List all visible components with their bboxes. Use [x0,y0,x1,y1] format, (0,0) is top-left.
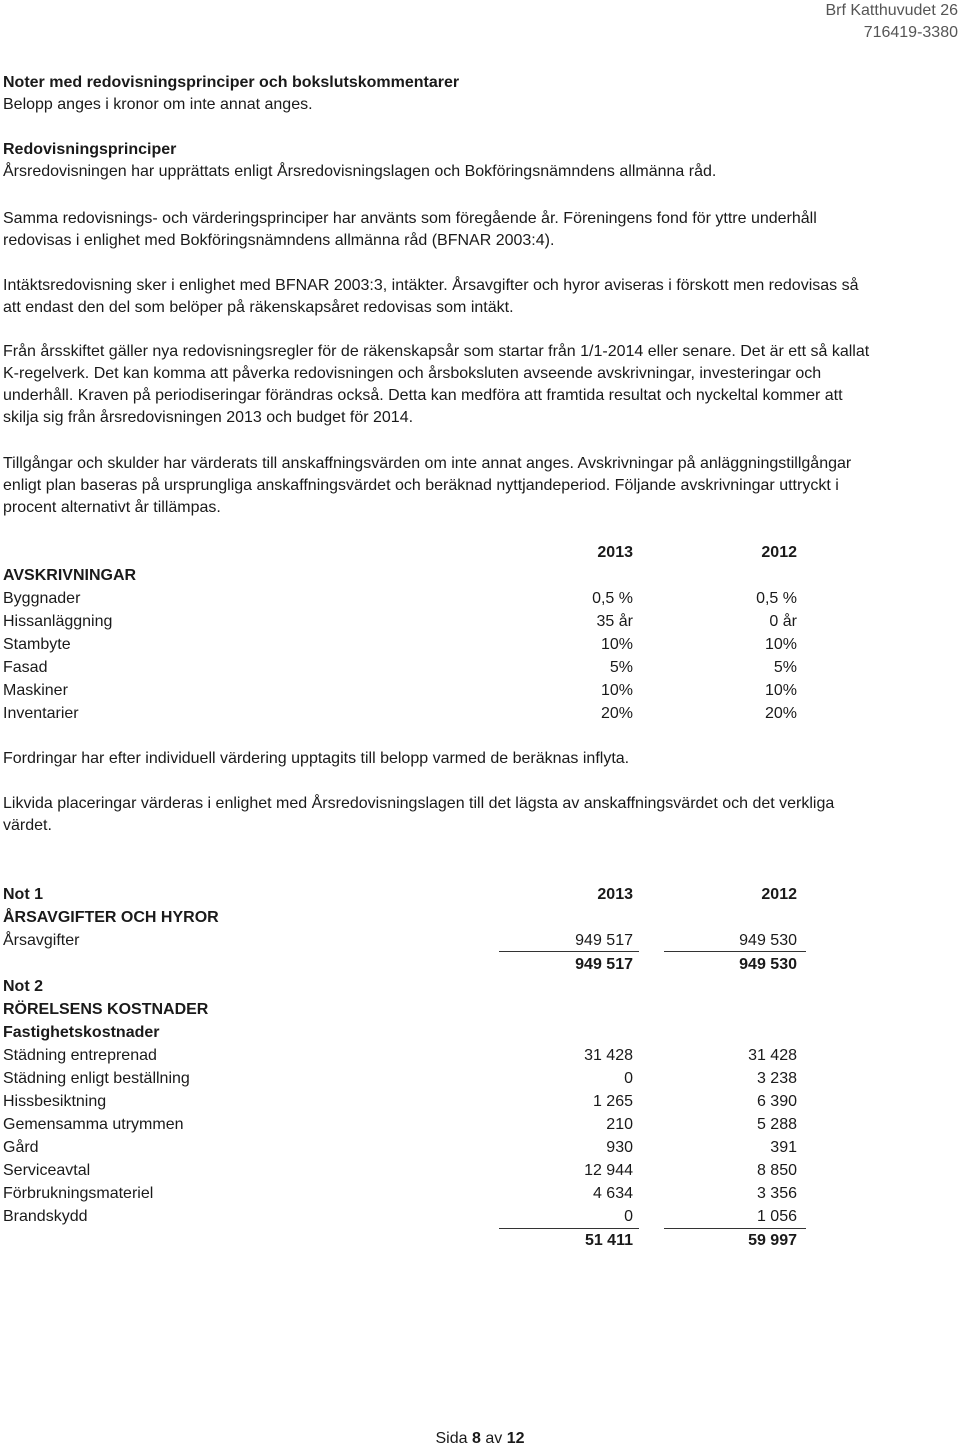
current-page-number: 8 [471,1430,481,1447]
note-1-heading [3,906,803,929]
table-row [3,1182,803,1205]
section-heading: AVSKRIVNINGAR [3,567,137,584]
row-value-2012: 5 288 [756,1116,797,1133]
row-label: Städning enligt beställning [3,1070,190,1087]
row-value-2013: 35 år [596,613,633,630]
table-total-row [3,953,803,976]
row-label: Förbrukningsmateriel [3,1185,154,1202]
year-col-1: 2013 [597,544,633,561]
text-line: K-regelverk. Det kan komma att påverka redovisningen och årsboksluten avseende avskrivningar, investeringar och [3,365,822,382]
row-label: Stambyte [3,636,71,653]
text-line: Fordringar har efter individuell värdering upptagits till belopp varmed de beräknas inflyta. [3,750,630,767]
principles-paragraph-4 [3,341,869,429]
text-line: Samma redovisnings- och värderingsprinciper har använts som föregående år. Föreningens fond för yttre underhåll [3,210,817,227]
table-row [3,1090,803,1113]
note-title: Not 2 [3,978,43,995]
row-value-2012: 3 238 [756,1070,797,1087]
text-line: värdet. [3,817,52,834]
table-row [3,1205,803,1228]
row-value-2013: 0 [624,1070,633,1087]
total-value-2012: 59 997 [748,1232,797,1249]
org-number: 716419-3380 [863,24,958,41]
total-value-2013: 51 411 [584,1232,633,1249]
table-total-row [3,1229,803,1252]
row-value-2013: 0 [624,1208,633,1225]
row-value-2013: 1 265 [592,1093,633,1110]
table-row [3,633,803,656]
page-separator: av [485,1430,503,1447]
row-value-2012: 20% [764,705,797,722]
row-label: Inventarier [3,705,79,722]
total-value-2012: 949 530 [739,956,797,973]
row-value-2012: 0,5 % [756,590,797,607]
table-row [3,610,803,633]
page-label: Sida [435,1430,468,1447]
text-line: Intäktsredovisning sker i enlighet med BFNAR 2003:3, intäkter. Årsavgifter och hyror aviseras i förskott men redovisas så [3,277,859,294]
text-line: Från årsskiftet gäller nya redovisningsregler för de räkenskapsår som startar från 1/1-2014 eller senare. Det är ett så kallat [3,343,870,360]
row-label: Gård [3,1139,39,1156]
table-row [3,1067,803,1090]
table-row [3,1159,803,1182]
liquid-investments-paragraph [3,793,834,837]
note-2-subheading [3,1021,803,1044]
row-value-2012: 949 530 [739,932,797,949]
principles-paragraph-5 [3,453,851,519]
row-value-2013: 31 428 [584,1047,633,1064]
text-line: underhåll. Kraven på periodiseringar förändras också. Detta kan medföra att framtida resultat och nyckeltal kommer att [3,387,843,404]
page-subtitle: Belopp anges i kronor om inte annat anges. [3,96,313,113]
row-value-2012: 3 356 [756,1185,797,1202]
row-label: Städning entreprenad [3,1047,157,1064]
table-row [3,1113,803,1136]
table-row [3,929,803,952]
row-value-2013: 930 [606,1139,633,1156]
row-label: Byggnader [3,590,81,607]
row-label: Brandskydd [3,1208,88,1225]
table-row [3,1136,803,1159]
row-value-2012: 10% [764,636,797,653]
org-name: Brf Katthuvudet 26 [825,2,958,19]
principles-block [3,139,716,183]
row-label: Hissanläggning [3,613,113,630]
table-row [3,1044,803,1067]
row-value-2013: 210 [606,1116,633,1133]
note-2-heading [3,998,803,1021]
table-row [3,702,803,725]
row-label: Serviceavtal [3,1162,91,1179]
row-label: Hissbesiktning [3,1093,107,1110]
row-value-2012: 6 390 [756,1093,797,1110]
table-row [3,587,803,610]
section-heading: RÖRELSENS KOSTNADER [3,1001,209,1018]
sum-line [664,951,806,952]
row-value-2013: 4 634 [592,1185,633,1202]
section-heading: ÅRSAVGIFTER OCH HYROR [3,909,219,926]
row-value-2012: 31 428 [748,1047,797,1064]
principles-paragraph-3 [3,275,859,319]
row-value-2013: 10% [600,682,633,699]
text-line: redovisas i enlighet med Bokföringsnämndens allmänna råd (BFNAR 2003:4). [3,232,555,249]
row-label: Årsavgifter [3,932,80,949]
text-line: att endast den del som belöper på räkenskapsåret redovisas som intäkt. [3,299,514,316]
principles-paragraph-1: Årsredovisningen har upprättats enligt Årsredovisningslagen och Bokföringsnämndens allmänna råd. [3,163,717,180]
table-row [3,656,803,679]
text-line: enligt plan baseras på ursprungliga anskaffningsvärdet och beräknad nyttjandeperiod. Följande avskrivningar uttryckt i [3,477,839,494]
note-title: Not 1 [3,886,43,903]
total-page-count: 12 [506,1430,525,1447]
row-value-2012: 10% [764,682,797,699]
principles-paragraph-2 [3,208,817,252]
row-label: Maskiner [3,682,68,699]
year-col-2: 2012 [761,544,797,561]
year-col-1: 2013 [597,886,633,903]
text-line: Tillgångar och skulder har värderats till anskaffningsvärden om inte annat anges. Avskrivningar på anläggningstillgångar [3,455,852,472]
year-col-2: 2012 [761,886,797,903]
table-row [3,679,803,702]
row-value-2013: 949 517 [575,932,633,949]
row-value-2013: 0,5 % [592,590,633,607]
row-value-2012: 5% [773,659,797,676]
receivables-paragraph [3,748,629,770]
page-footer [0,1428,960,1450]
total-value-2013: 949 517 [575,956,633,973]
row-value-2012: 8 850 [756,1162,797,1179]
row-value-2012: 0 år [769,613,797,630]
sum-line [499,951,639,952]
page-title: Noter med redovisningsprinciper och bokslutskommentarer [3,74,460,91]
text-line: procent alternativt år tillämpas. [3,499,221,516]
section-subheading: Fastighetskostnader [3,1024,160,1041]
row-value-2013: 12 944 [584,1162,633,1179]
row-value-2013: 20% [600,705,633,722]
row-label: Fasad [3,659,48,676]
depreciation-heading [3,564,803,587]
row-label: Gemensamma utrymmen [3,1116,184,1133]
note-1-header [3,883,803,906]
note-2-header [3,975,803,998]
row-value-2013: 10% [600,636,633,653]
document-header [825,0,958,44]
principles-heading: Redovisningsprinciper [3,141,177,158]
depreciation-year-header [3,541,803,564]
row-value-2013: 5% [609,659,633,676]
row-value-2012: 1 056 [756,1208,797,1225]
text-line: skilja sig från årsredovisningen 2013 och budget för 2014. [3,409,414,426]
row-value-2012: 391 [770,1139,797,1156]
text-line: Likvida placeringar värderas i enlighet med Årsredovisningslagen till det lägsta av anskaffningsvärdet och det verkliga [3,795,835,812]
intro-block [3,72,459,116]
